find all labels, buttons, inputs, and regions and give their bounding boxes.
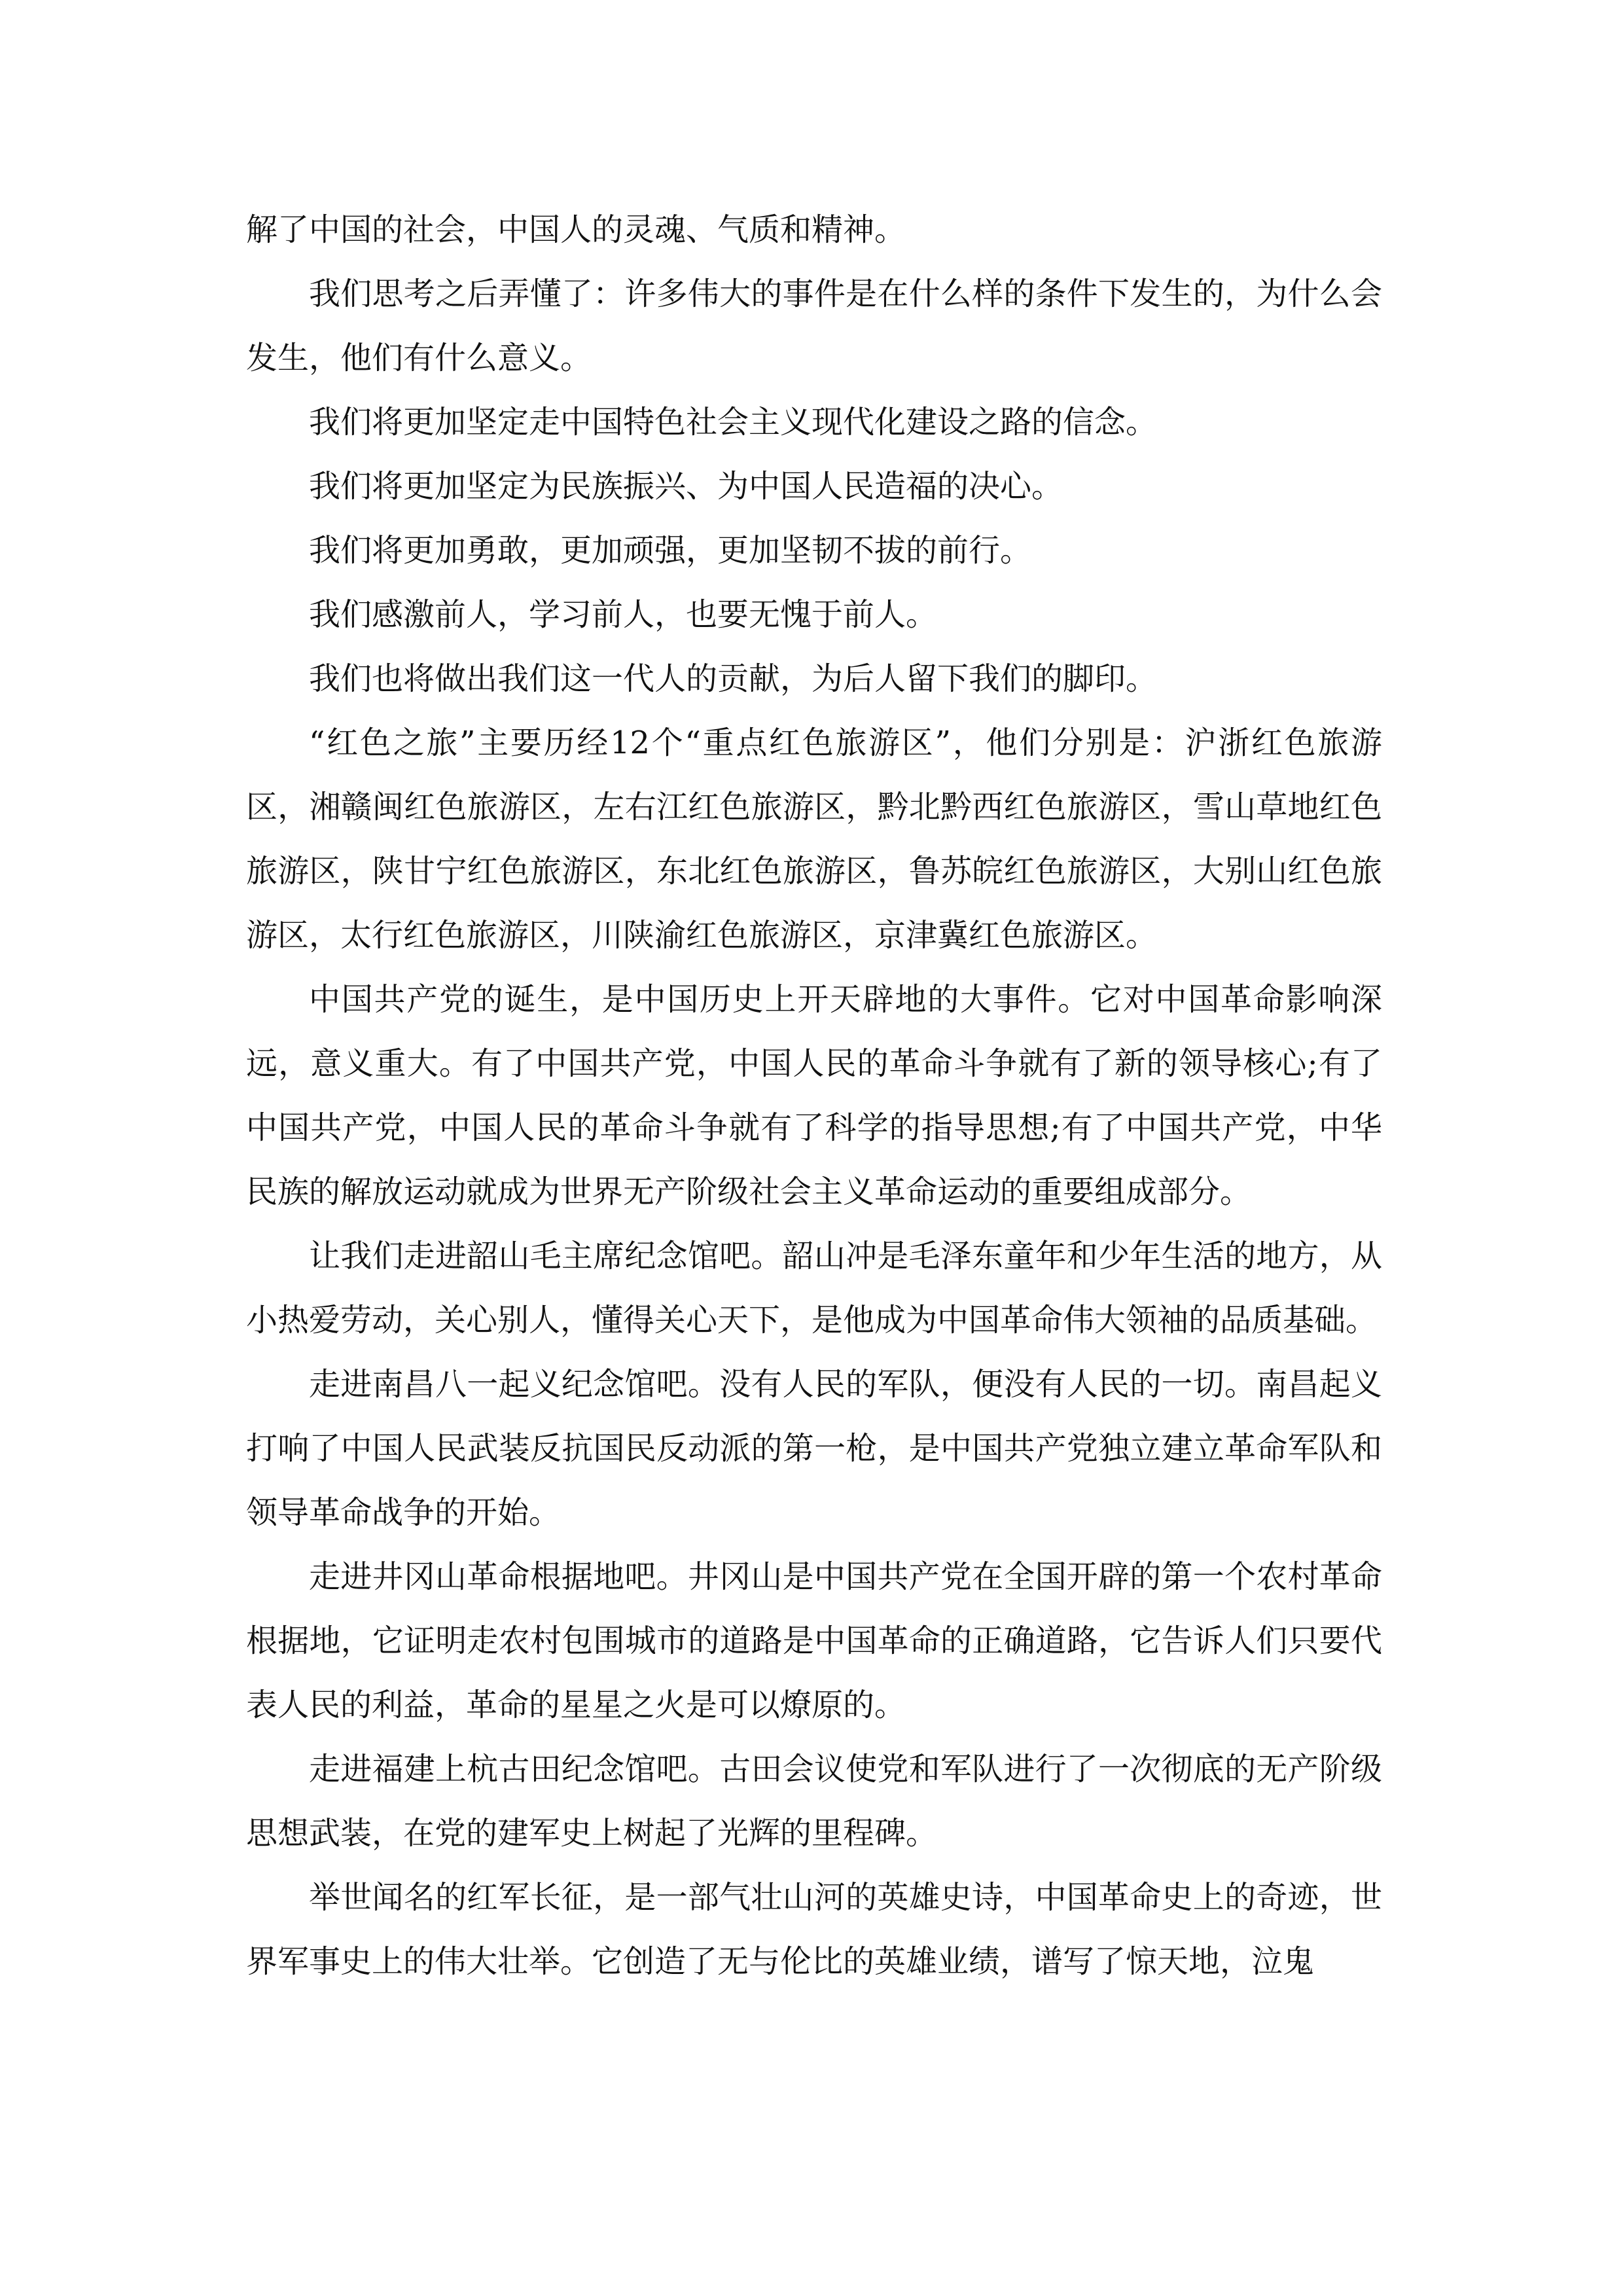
paragraph: 我们思考之后弄懂了：许多伟大的事件是在什么样的条件下发生的，为什么会发生，他们有什么意义。: [246, 276, 1382, 376]
paragraph: 走进福建上杭古田纪念馆吧。古田会议使党和军队进行了一次彻底的无产阶级思想武装，在党的建军史上树起了光辉的里程碑。: [246, 1751, 1382, 1852]
paragraph: 走进井冈山革命根据地吧。井冈山是中国共产党在全国开辟的第一个农村革命根据地，它证明走农村包围城市的道路是中国革命的正确道路，它告诉人们只要代表人民的利益，革命的星星之火是可以燎原的。: [246, 1558, 1382, 1723]
paragraph: 我们感激前人，学习前人，也要无愧于前人。: [309, 596, 938, 633]
paragraph: “红色之旅”主要历经12个“重点红色旅游区”，他们分别是：沪浙红色旅游区，湘赣闽红色旅游区，左右江红色旅游区，黔北黔西红色旅游区，雪山草地红色旅游区，陕甘宁红色旅游区，东北红色旅游区，鲁苏皖红色旅游区，大别山红色旅游区，太行红色旅游区，川陕渝红色旅游区，京津冀红色旅游区。: [246, 725, 1382, 954]
paragraph: 我们将更加勇敢，更加顽强，更加坚韧不拔的前行。: [309, 532, 1032, 569]
paragraph: 举世闻名的红军长征，是一部气壮山河的英雄史诗，中国革命史上的奇迹，世界军事史上的伟大壮举。它创造了无与伦比的英雄业绩，谱写了惊天地，泣鬼: [246, 1879, 1382, 1980]
paragraph-continuation: 解了中国的社会，中国人的灵魂、气质和精神。: [246, 211, 906, 248]
paragraph: 让我们走进韶山毛主席纪念馆吧。韶山冲是毛泽东童年和少年生活的地方，从小热爱劳动，关心别人，懂得关心天下，是他成为中国革命伟大领袖的品质基础。: [246, 1238, 1382, 1338]
paragraph: 走进南昌八一起义纪念馆吧。没有人民的军队，便没有人民的一切。南昌起义打响了中国人民武装反抗国民反动派的第一枪，是中国共产党独立建立革命军队和领导革命战争的开始。: [246, 1366, 1382, 1531]
paragraph: 中国共产党的诞生，是中国历史上开天辟地的大事件。它对中国革命影响深远，意义重大。有了中国共产党，中国人民的革命斗争就有了新的领导核心;有了中国共产党，中国人民的革命斗争就有了科学的指导思想;有了中国共产党，中华民族的解放运动就成为世界无产阶级社会主义革命运动的重要组成部分。: [246, 981, 1382, 1210]
paragraph: 我们也将做出我们这一代人的贡献，为后人留下我们的脚印。: [309, 660, 1158, 697]
body-text: [246, 198, 1382, 1994]
paragraph: 我们将更加坚定走中国特色社会主义现代化建设之路的信念。: [309, 404, 1158, 440]
paragraph: 我们将更加坚定为民族振兴、为中国人民造福的决心。: [309, 468, 1063, 505]
